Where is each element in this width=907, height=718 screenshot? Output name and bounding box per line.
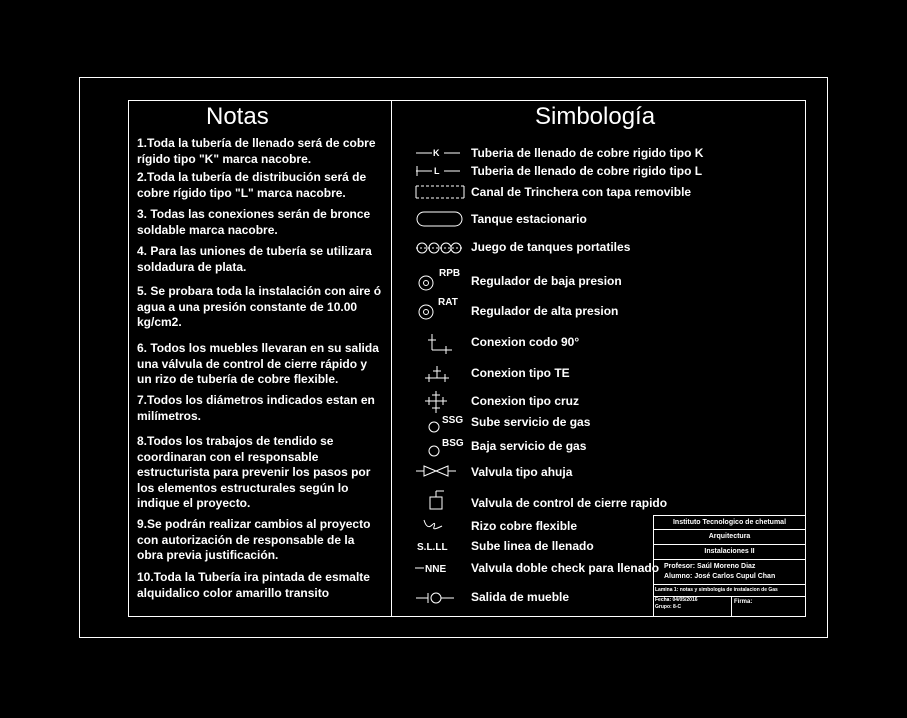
symbol-label: Valvula doble check para llenado [471, 561, 660, 575]
symbol-label: Conexion codo 90° [471, 335, 580, 349]
needle-valve-icon [416, 464, 456, 478]
note-item: 9.Se podrán realizar cambios al proyecto con autorización de responsable de la obra previa justificación. [137, 517, 371, 562]
title-block-course: Instalaciones II [654, 545, 805, 560]
elbow-90-icon [426, 332, 456, 354]
title-block [653, 515, 806, 617]
notes-title: Notas [206, 103, 269, 130]
title-block-sheet: Lamina 1: notas y simbologia de instalacion de Gas [654, 585, 805, 597]
symbol-label: Sube servicio de gas [471, 415, 591, 429]
ssg-tag: SSG [442, 415, 464, 426]
fixture-outlet-icon [416, 590, 456, 606]
gas-up-icon [426, 412, 472, 436]
note-item: 1.Toda la tubería de llenado será de cobre rígido tipo "K" marca nacobre. [137, 136, 376, 166]
symbol-label: Conexion tipo cruz [471, 394, 579, 408]
cross-connection-icon [423, 390, 449, 414]
pipe-l-icon [416, 164, 460, 178]
double-check-valve-icon [415, 561, 459, 575]
pipe-k-tag: K [433, 148, 440, 158]
rat-tag: RAT [438, 297, 458, 308]
pipe-k-icon [416, 146, 460, 160]
symbol-label: Rizo cobre flexible [471, 519, 578, 533]
tee-connection-icon [423, 362, 451, 384]
symbol-label: Valvula de control de cierre rapido [471, 496, 668, 510]
rpb-tag: RPB [439, 268, 461, 279]
portable-tanks-icon [416, 239, 462, 255]
symbol-label: Tuberia de llenado de cobre rigido tipo K [471, 146, 704, 160]
symbol-label: Tuberia de llenado de cobre rigido tipo L [471, 164, 703, 178]
note-item: 5. Se probara toda la instalación con aire ó agua a una presión constante de 10.00 kg/cm2. [137, 284, 382, 329]
pipe-l-tag: L [434, 166, 440, 176]
title-block-date: Fecha: 04/05/2016 [655, 597, 698, 603]
symbol-label: Juego de tanques portatiles [471, 240, 631, 254]
symbol-label: Conexion tipo TE [471, 366, 570, 380]
note-item: 3. Todas las conexiones serán de bronce soldable marca nacobre. [137, 207, 371, 237]
fill-line-up-tag: S.L.LL [417, 542, 448, 553]
symbol-label: Regulador de alta presion [471, 304, 619, 318]
note-item: 4. Para las uniones de tubería se utilizara soldadura de plata. [137, 244, 372, 274]
title-block-student: Alumno: José Carlos Cupul Chan [664, 573, 776, 580]
title-block-people [654, 560, 805, 585]
title-block-signature: Firma: [734, 599, 753, 605]
gas-down-icon [426, 436, 472, 460]
stationary-tank-icon [416, 210, 464, 228]
symbol-label: Regulador de baja presion [471, 274, 622, 288]
symbol-label: Tanque estacionario [471, 212, 587, 226]
flexible-loop-icon [422, 516, 446, 532]
nne-tag: NNE [425, 564, 447, 575]
title-block-professor: Profesor: Saúl Moreno Diaz [664, 563, 756, 570]
high-pressure-regulator-icon [414, 294, 464, 320]
title-block-department: Arquitectura [654, 530, 805, 545]
title-block-institution: Instituto Tecnologico de chetumal [654, 516, 805, 530]
note-item: 6. Todos los muebles llevaran en su salida una válvula de control de cierre rápido y un rizo de tubería de cobre flexible. [137, 341, 379, 386]
note-item: 7.Todos los diámetros indicados estan en milímetros. [137, 393, 375, 423]
symbol-label: Valvula tipo ahuja [471, 465, 573, 479]
column-divider [391, 100, 392, 617]
fill-line-up-icon [417, 539, 461, 553]
low-pressure-regulator-icon [414, 265, 464, 291]
trench-channel-icon [416, 184, 464, 200]
quick-shutoff-valve-icon [428, 489, 450, 511]
symbol-label: Canal de Trinchera con tapa removible [471, 185, 692, 199]
note-item: 8.Todos los trabajos de tendido se coordinaran con el responsable estructurista para prevenir los pasos por los elementos estructurales según lo indique el proyecto. [137, 434, 371, 510]
symbol-label: Sube linea de llenado [471, 539, 594, 553]
symbology-title: Simbología [535, 103, 656, 130]
note-item: 10.Toda la Tubería ira pintada de esmalte alquidalico color amarillo transito [137, 570, 370, 600]
bsg-tag: BSG [442, 438, 464, 449]
title-block-date-group [654, 597, 732, 616]
title-block-group: Grupo: 8-C [655, 604, 682, 610]
symbol-label: Baja servicio de gas [471, 439, 587, 453]
symbol-label: Salida de mueble [471, 590, 570, 604]
note-item: 2.Toda la tubería de distribución será de cobre rígido tipo "L" marca nacobre. [137, 170, 367, 200]
